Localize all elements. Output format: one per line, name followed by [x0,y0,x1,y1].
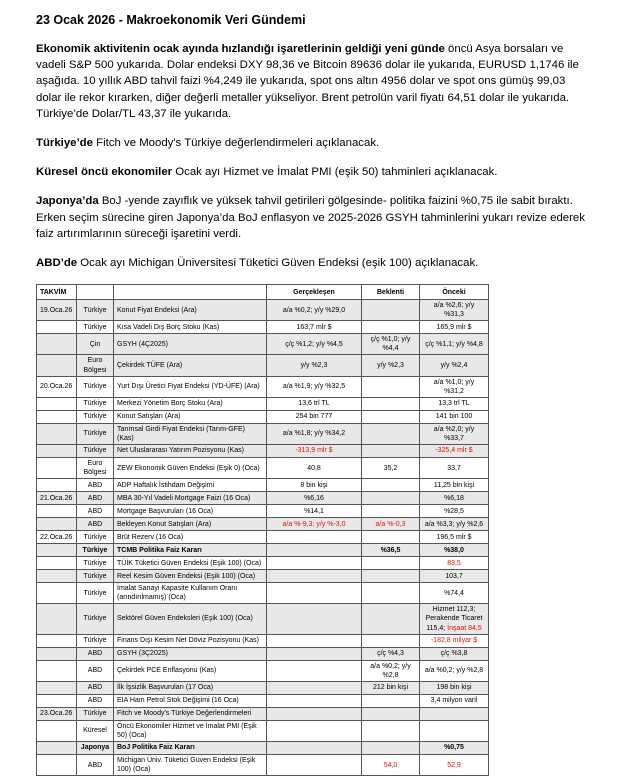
previous-cell: a/a %1,0; y/y %31,2 [420,376,489,397]
indicator-cell: Net Uluslararası Yatırım Pozisyonu (Kas) [114,445,267,458]
country-cell: ABD [77,492,114,505]
actual-cell [267,544,362,557]
actual-cell: a/a %1,9; y/y %32,5 [267,376,362,397]
indicator-cell: Öncü Ekonomiler Hizmet ve İmalat PMI (Eşik 50) (Oca) [114,720,267,741]
table-row [37,376,489,397]
date-cell [37,321,77,334]
table-row [37,583,489,604]
indicator-cell: Tarımsal Girdi Fiyat Endeksi (Tarım-GFE) (Kas) [114,423,267,444]
expected-cell [362,720,420,741]
table-row [37,742,489,755]
indicator-cell: Sektörel Güven Endeksleri (Eşik 100) (Oca) [114,604,267,634]
expected-cell [362,694,420,707]
previous-cell: 3,4 milyon varil [420,694,489,707]
paragraph-lead: Ekonomik aktivitenin ocak ayında hızlandığı işaretlerinin geldiği yeni günde [36,43,445,55]
actual-cell: 254 bin 777 [267,410,362,423]
table-row [37,423,489,444]
actual-cell [267,557,362,570]
column-header-takvim: TAKVİM [37,285,77,300]
indicator-cell: Fitch ve Moody's Türkiye Değerlendirmeleri [114,707,267,720]
date-cell [37,423,77,444]
expected-cell [362,531,420,544]
previous-cell: %28,5 [420,505,489,518]
country-cell: ABD [77,505,114,518]
expected-cell [362,505,420,518]
expected-cell: 54,0 [362,755,420,776]
actual-cell [267,604,362,634]
indicator-cell: İmalat Sanayi Kapasite Kullanım Oranı (arındırılmamış) (Oca) [114,583,267,604]
country-cell: Türkiye [77,570,114,583]
paragraph-lead: Küresel öncü ekonomiler [36,166,173,179]
indicator-cell: Michigan Üniv. Tüketici Güven Endeksi (Eşik 100) (Oca) [114,755,267,776]
country-cell: Euro Bölgesi [77,458,114,479]
actual-cell [267,707,362,720]
expected-cell: 212 bin kişi [362,681,420,694]
expected-cell: a/a %-0,3 [362,518,420,531]
table-row [37,544,489,557]
date-cell [37,742,77,755]
expected-cell [362,492,420,505]
previous-cell: 165,9 mlr $ [420,321,489,334]
expected-cell [362,742,420,755]
country-cell: ABD [77,681,114,694]
table-row [37,707,489,720]
actual-cell: %14,1 [267,505,362,518]
date-cell [37,557,77,570]
country-cell: Türkiye [77,445,114,458]
paragraph-text: BoJ -yende zayıflık ve yüksek tahvil getirileri gölgesinde- politika faizini %0,75 ile sabit bıraktı. Erken seçim sürecine giren Japonya’da BoJ enflasyon ve 2025-2026 GSYH tahminlerini yukarı revize ederek faiz artırımlarının süreceği işaretini verdi. [36,195,585,240]
country-cell: Türkiye [77,321,114,334]
previous-cell: 103,7 [420,570,489,583]
paragraph-lead: Japonya’da [36,195,99,208]
previous-cell [420,720,489,741]
table-row [37,458,489,479]
date-cell [37,505,77,518]
table-row [37,479,489,492]
economic-calendar-table [36,284,489,776]
expected-cell [362,321,420,334]
table-row [37,410,489,423]
table-row [37,660,489,681]
table-row [37,397,489,410]
expected-cell: 35,2 [362,458,420,479]
paragraph-text: Ocak ayı Michigan Üniversitesi Tüketici Güven Endeksi (eşik 100) açıklanacak. [77,256,479,269]
country-cell: Çin [77,334,114,355]
actual-cell: 8 bin kişi [267,479,362,492]
table-row [37,604,489,634]
actual-cell: 163,7 mlr $ [267,321,362,334]
indicator-cell: Finans Dışı Kesim Net Döviz Pozisyonu (Kas) [114,634,267,647]
indicator-cell: Reel Kesim Güven Endeksi (Eşik 100) (Oca) [114,570,267,583]
expected-cell [362,583,420,604]
indicator-cell: EIA Ham Petrol Stok Değişimi (16 Oca) [114,694,267,707]
actual-cell [267,742,362,755]
previous-cell: 13,3 trl TL [420,397,489,410]
previous-cell: -325,4 mlr $ [420,445,489,458]
table-row [37,321,489,334]
previous-cell [420,604,489,634]
indicator-cell: BoJ Politika Faiz Kararı [114,742,267,755]
country-cell: ABD [77,660,114,681]
actual-cell [267,570,362,583]
indicator-cell: Brüt Rezerv (16 Oca) [114,531,267,544]
country-cell: Türkiye [77,557,114,570]
column-header-previous: Önceki [420,285,489,300]
previous-cell: %6,18 [420,492,489,505]
expected-cell [362,445,420,458]
table-row [37,531,489,544]
previous-value-red: İnşaat 84,5 [447,624,482,632]
previous-cell: 52,9 [420,755,489,776]
date-cell [37,445,77,458]
table-row [37,518,489,531]
actual-cell [267,634,362,647]
table-row [37,300,489,321]
previous-cell: ç/ç %3,8 [420,647,489,660]
date-cell [37,458,77,479]
country-cell: Türkiye [77,397,114,410]
country-cell: ABD [77,694,114,707]
table-row [37,681,489,694]
table-row [37,694,489,707]
indicator-cell: GSYH (3Ç2025) [114,647,267,660]
country-cell: Küresel [77,720,114,741]
previous-cell: a/a %2,6; y/y %31,3 [420,300,489,321]
paragraph-lead: Türkiye’de [36,136,93,149]
previous-cell: 141 bin 100 [420,410,489,423]
country-cell: Japonya [77,742,114,755]
date-cell: 23.Oca.26 [37,707,77,720]
date-cell [37,604,77,634]
date-cell [37,720,77,741]
country-cell: Türkiye [77,604,114,634]
paragraph-4 [36,193,586,242]
actual-cell [267,583,362,604]
date-cell: 20.Oca.26 [37,376,77,397]
actual-cell [267,531,362,544]
paragraph-lead: ABD’de [36,256,78,269]
date-cell [37,660,77,681]
expected-cell: y/y %2,3 [362,355,420,376]
date-cell [37,334,77,355]
actual-cell [267,660,362,681]
previous-value: Hizmet 112,3; Perakende Ticaret 115,4; [425,606,483,632]
previous-cell: ç/ç %1,1; y/y %4,8 [420,334,489,355]
expected-cell [362,376,420,397]
paragraph-2 [36,135,586,151]
previous-cell: -182,8 milyar $ [420,634,489,647]
actual-cell: a/a %-9,3; y/y %-3,0 [267,518,362,531]
indicator-cell: İlk İşsizlik Başvuruları (17 Oca) [114,681,267,694]
date-cell [37,681,77,694]
country-cell: Türkiye [77,531,114,544]
expected-cell [362,707,420,720]
actual-cell: a/a %1,8; y/y %34,2 [267,423,362,444]
date-cell [37,634,77,647]
date-cell: 22.Oca.26 [37,531,77,544]
actual-cell [267,755,362,776]
paragraph-3 [36,164,586,180]
actual-cell: -313,9 mlr $ [267,445,362,458]
calendar-header [37,285,489,300]
date-cell [37,647,77,660]
actual-cell: a/a %0,2; y/y %29,0 [267,300,362,321]
actual-cell [267,681,362,694]
previous-cell: %0,75 [420,742,489,755]
table-row [37,445,489,458]
table-row [37,647,489,660]
indicator-cell: Çekirdek PCE Enflasyonu (Kas) [114,660,267,681]
actual-cell [267,647,362,660]
indicator-cell: Merkezi Yönetim Borç Stoku (Ara) [114,397,267,410]
country-cell: Türkiye [77,423,114,444]
paragraph-text: Fitch ve Moody's Türkiye değerlendirmeleri açıklanacak. [92,136,380,149]
country-cell: Türkiye [77,583,114,604]
summary-paragraphs [36,41,586,271]
date-cell [37,570,77,583]
indicator-cell: ADP Haftalık İstihdam Değişimi [114,479,267,492]
previous-cell: a/a %3,3; y/y %2,6 [420,518,489,531]
table-row [37,355,489,376]
expected-cell [362,634,420,647]
country-cell: Türkiye [77,707,114,720]
table-row [37,634,489,647]
date-cell [37,397,77,410]
date-cell [37,694,77,707]
column-header-indicator [114,285,267,300]
indicator-cell: Bekleyen Konut Satışları (Ara) [114,518,267,531]
actual-cell [267,720,362,741]
previous-cell: 198 bin kişi [420,681,489,694]
table-row [37,334,489,355]
column-header-actual: Gerçekleşen [267,285,362,300]
country-cell: Türkiye [77,544,114,557]
expected-cell [362,479,420,492]
expected-cell [362,604,420,634]
country-cell: ABD [77,479,114,492]
table-row [37,720,489,741]
previous-cell: y/y %2,4 [420,355,489,376]
paragraph-1 [36,41,586,122]
previous-cell: 196,5 mlr $ [420,531,489,544]
indicator-cell: MBA 30-Yıl Vadeli Mortgage Faizi (16 Oca) [114,492,267,505]
expected-cell [362,410,420,423]
indicator-cell: TCMB Politika Faiz Kararı [114,544,267,557]
paragraph-text: Ocak ayı Hizmet ve İmalat PMI (eşik 50) tahminleri açıklanacak. [172,166,498,179]
indicator-cell: GSYH (4Ç2025) [114,334,267,355]
indicator-cell: Mortgage Başvuruları (16 Oca) [114,505,267,518]
expected-cell [362,300,420,321]
indicator-cell: Konut Satışları (Ara) [114,410,267,423]
table-row [37,755,489,776]
country-cell: ABD [77,755,114,776]
actual-cell: 40,8 [267,458,362,479]
table-row [37,492,489,505]
indicator-cell: Yurt Dışı Üretici Fiyat Endeksi (YD-ÜFE) (Ara) [114,376,267,397]
expected-cell: a/a %0,2; y/y %2,8 [362,660,420,681]
previous-cell: 83,5 [420,557,489,570]
date-cell [37,583,77,604]
country-cell: Türkiye [77,300,114,321]
indicator-cell: Kısa Vadeli Dış Borç Stoku (Kas) [114,321,267,334]
table-row [37,570,489,583]
paragraph-5 [36,255,586,271]
indicator-cell: Konut Fiyat Endeksi (Ara) [114,300,267,321]
previous-cell: %38,0 [420,544,489,557]
actual-cell: ç/ç %1,2; y/y %4,5 [267,334,362,355]
expected-cell [362,570,420,583]
page-title: 23 Ocak 2026 - Makroekonomik Veri Gündemi [36,13,306,27]
expected-cell [362,557,420,570]
date-cell [37,410,77,423]
previous-cell: a/a %0,2; y/y %2,8 [420,660,489,681]
country-cell: ABD [77,518,114,531]
country-cell: ABD [77,647,114,660]
indicator-cell: ZEW Ekonomik Güven Endeksi (Eşik 0) (Oca) [114,458,267,479]
previous-cell: 11,25 bin kişi [420,479,489,492]
country-cell: Türkiye [77,410,114,423]
actual-cell [267,694,362,707]
date-cell [37,755,77,776]
previous-cell [420,707,489,720]
indicator-cell: TÜİK Tüketici Güven Endeksi (Eşik 100) (Oca) [114,557,267,570]
date-cell: 19.Oca.26 [37,300,77,321]
previous-cell: a/a %2,0; y/y %33,7 [420,423,489,444]
table-row [37,557,489,570]
actual-cell: y/y %2,3 [267,355,362,376]
indicator-cell: Çekirdek TÜFE (Ara) [114,355,267,376]
actual-cell: 13,6 trl TL [267,397,362,410]
column-header-country [77,285,114,300]
table-row [37,505,489,518]
expected-cell [362,397,420,410]
date-cell [37,544,77,557]
country-cell: Türkiye [77,634,114,647]
date-cell [37,479,77,492]
expected-cell: %36,5 [362,544,420,557]
date-cell [37,355,77,376]
expected-cell: ç/ç %4,3 [362,647,420,660]
expected-cell [362,423,420,444]
actual-cell: %6,16 [267,492,362,505]
date-cell: 21.Oca.26 [37,492,77,505]
date-cell [37,518,77,531]
country-cell: Türkiye [77,376,114,397]
previous-cell: 33,7 [420,458,489,479]
paragraph-text: öncü Asya borsaları ve vadeli S&P 500 yukarıda. Dolar endeksi DXY 98,36 ve Bitcoin 89636 dolar ile yukarıda, EURUSD 1,1746 ile aşağıda. 10 yıllık ABD tahvil faizi %4,249 ile yukarıda, spot ons altın 4956 dolar ve spot ons gümüş 99,03 dolar ile rekor kırarken, diğer değerli metaller yükseliyor. Brent petrolün varil fiyatı 64,51 dolar ile yukarıda. Türkiye’de Dolar/TL 43,37 ile yukarıda. [36,43,579,120]
column-header-expected: Beklenti [362,285,420,300]
previous-cell: %74,4 [420,583,489,604]
expected-cell: ç/ç %1,0; y/y %4,4 [362,334,420,355]
country-cell: Euro Bölgesi [77,355,114,376]
